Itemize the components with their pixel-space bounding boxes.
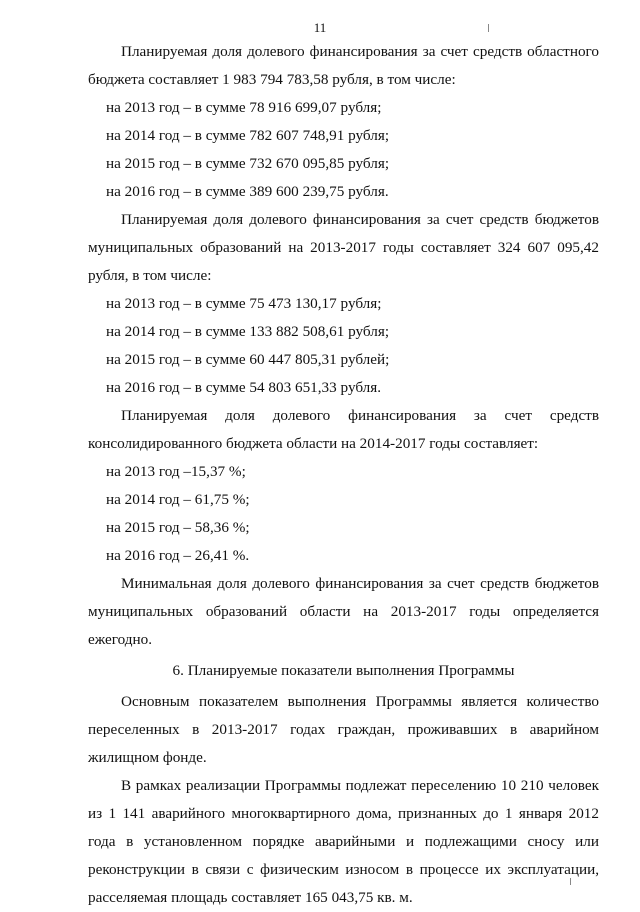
list-item: на 2013 год – в сумме 75 473 130,17 рубля;	[106, 295, 382, 312]
paragraph-consolidated-budget-line2: консолидированного бюджета области на 2014-2017 годы составляет:	[88, 435, 539, 452]
list-item: на 2013 год –15,37 %;	[106, 463, 246, 480]
list-item: на 2015 год – в сумме 60 447 805,31 рублей;	[106, 351, 390, 368]
page-number: 11	[313, 20, 327, 35]
list-item: на 2014 год – в сумме 133 882 508,61 рубля;	[106, 323, 390, 340]
list-item: на 2016 год – в сумме 54 803 651,33 рубля.	[106, 379, 382, 396]
document-body	[88, 38, 599, 912]
paragraph-minimal-share: Минимальная доля долевого финансирования за счет средств бюджетов муниципальных образований области на 2013-2017 годы определяется ежегодно.	[88, 575, 599, 648]
section-heading: 6. Планируемые показатели выполнения Программы	[172, 662, 515, 679]
paragraph-municipal-budgets: Планируемая доля долевого финансирования за счет средств бюджетов муниципальных образований на 2013-2017 годы составляет 324 607 095,42 рубля, в том числе:	[88, 211, 599, 284]
paragraph-regional-budget: Планируемая доля долевого финансирования за счет средств областного бюджета составляет 1 983 794 783,58 рубля, в том числе:	[88, 43, 599, 88]
scan-artifact-mark	[488, 24, 489, 32]
list-item: на 2016 год – в сумме 389 600 239,75 рубля.	[106, 183, 389, 200]
list-item: на 2014 год – в сумме 782 607 748,91 рубля;	[106, 127, 390, 144]
list-item: на 2015 год – в сумме 732 670 095,85 рубля;	[106, 155, 390, 172]
paragraph-consolidated-budget-line1: Планируемая доля долевого финансирования за счет средств	[121, 407, 599, 424]
list-item: на 2014 год – 61,75 %;	[106, 491, 250, 508]
list-item: на 2013 год – в сумме 78 916 699,07 рубля;	[106, 99, 382, 116]
paragraph-main-indicator: Основным показателем выполнения Программы является количество переселенных в 2013-2017 годах граждан, проживавших в аварийном жилищном фонде.	[88, 693, 599, 766]
list-item: на 2015 год – 58,36 %;	[106, 519, 250, 536]
paragraph-resettlement: В рамках реализации Программы подлежат переселению 10 210 человек из 1 141 аварийного многоквартирного дома, признанных до 1 января 2012 года в установленном порядке аварийными и подлежащими сносу или реконструкции в связи с физическим износом в процессе их эксплуатации, расселяемая площадь составляет 165 043,75 кв. м.	[88, 777, 599, 906]
list-item: на 2016 год – 26,41 %.	[106, 547, 250, 564]
